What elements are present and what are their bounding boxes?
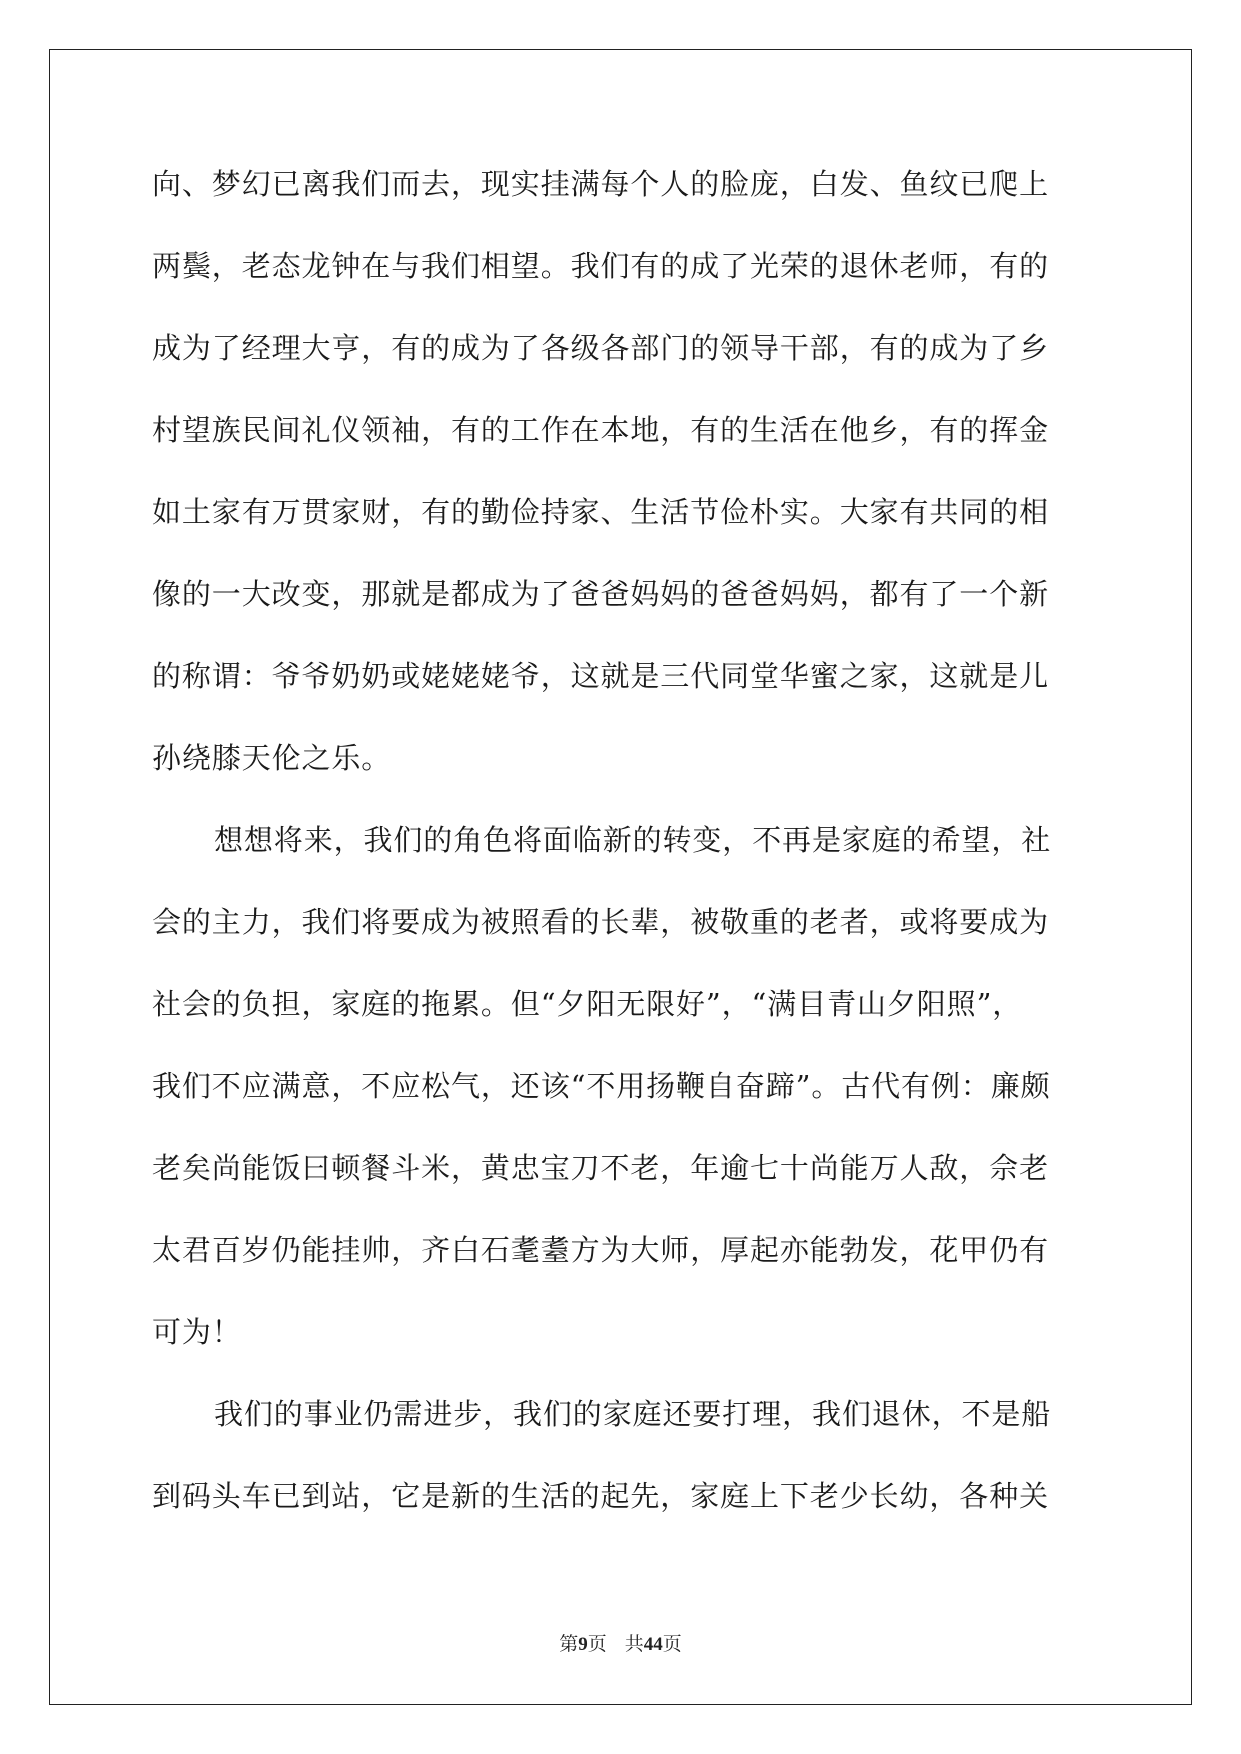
- text-line: 两鬓，老态龙钟在与我们相望。我们有的成了光荣的退休老师，有的: [152, 249, 1050, 283]
- text-line: 如土家有万贯家财，有的勤俭持家、生活节俭朴实。大家有共同的相: [152, 495, 1050, 529]
- text-line: 我们的事业仍需进步，我们的家庭还要打理，我们退休，不是船: [214, 1397, 1052, 1431]
- page-suffix: 页: [587, 1633, 607, 1655]
- text-line: 可为！: [152, 1315, 242, 1349]
- text-line: 成为了经理大亨，有的成为了各级各部门的领导干部，有的成为了乡: [152, 331, 1050, 365]
- document-body: [152, 152, 1090, 1546]
- text-line: 太君百岁仍能挂帅，齐白石耄耋方为大师，厚起亦能勃发，花甲仍有: [152, 1233, 1050, 1267]
- text-line: 到码头车已到站，它是新的生活的起先，家庭上下老少长幼，各种关: [152, 1479, 1050, 1513]
- text-line: 村望族民间礼仪领袖，有的工作在本地，有的生活在他乡，有的挥金: [152, 413, 1050, 447]
- text-line: 像的一大改变，那就是都成为了爸爸妈妈的爸爸妈妈，都有了一个新: [152, 577, 1050, 611]
- text-line: 向、梦幻已离我们而去，现实挂满每个人的脸庞，白发、鱼纹已爬上: [152, 167, 1050, 201]
- text-line: 孙绕膝天伦之乐。: [152, 741, 392, 775]
- text-line: 想想将来，我们的角色将面临新的转变，不再是家庭的希望，社: [214, 823, 1052, 857]
- text-line: 的称谓：爷爷奶奶或姥姥姥爷，这就是三代同堂华蜜之家，这就是儿: [152, 659, 1050, 693]
- page-footer: [0, 1629, 1241, 1656]
- page-number: 9: [578, 1634, 588, 1655]
- total-prefix: 共: [624, 1633, 644, 1655]
- text-line: 老矣尚能饭曰顿餐斗米，黄忠宝刀不老，年逾七十尚能万人敌，佘老: [152, 1151, 1050, 1185]
- total-suffix: 页: [662, 1633, 682, 1655]
- text-line: 社会的负担，家庭的拖累。但“夕阳无限好”，“满目青山夕阳照”，: [152, 987, 1023, 1021]
- text-line: 我们不应满意，不应松气，还该“不用扬鞭自奋蹄”。古代有例：廉颇: [152, 1069, 1051, 1103]
- page-prefix: 第: [559, 1633, 579, 1655]
- total-pages: 44: [643, 1634, 663, 1655]
- text-line: 会的主力，我们将要成为被照看的长辈，被敬重的老者，或将要成为: [152, 905, 1050, 939]
